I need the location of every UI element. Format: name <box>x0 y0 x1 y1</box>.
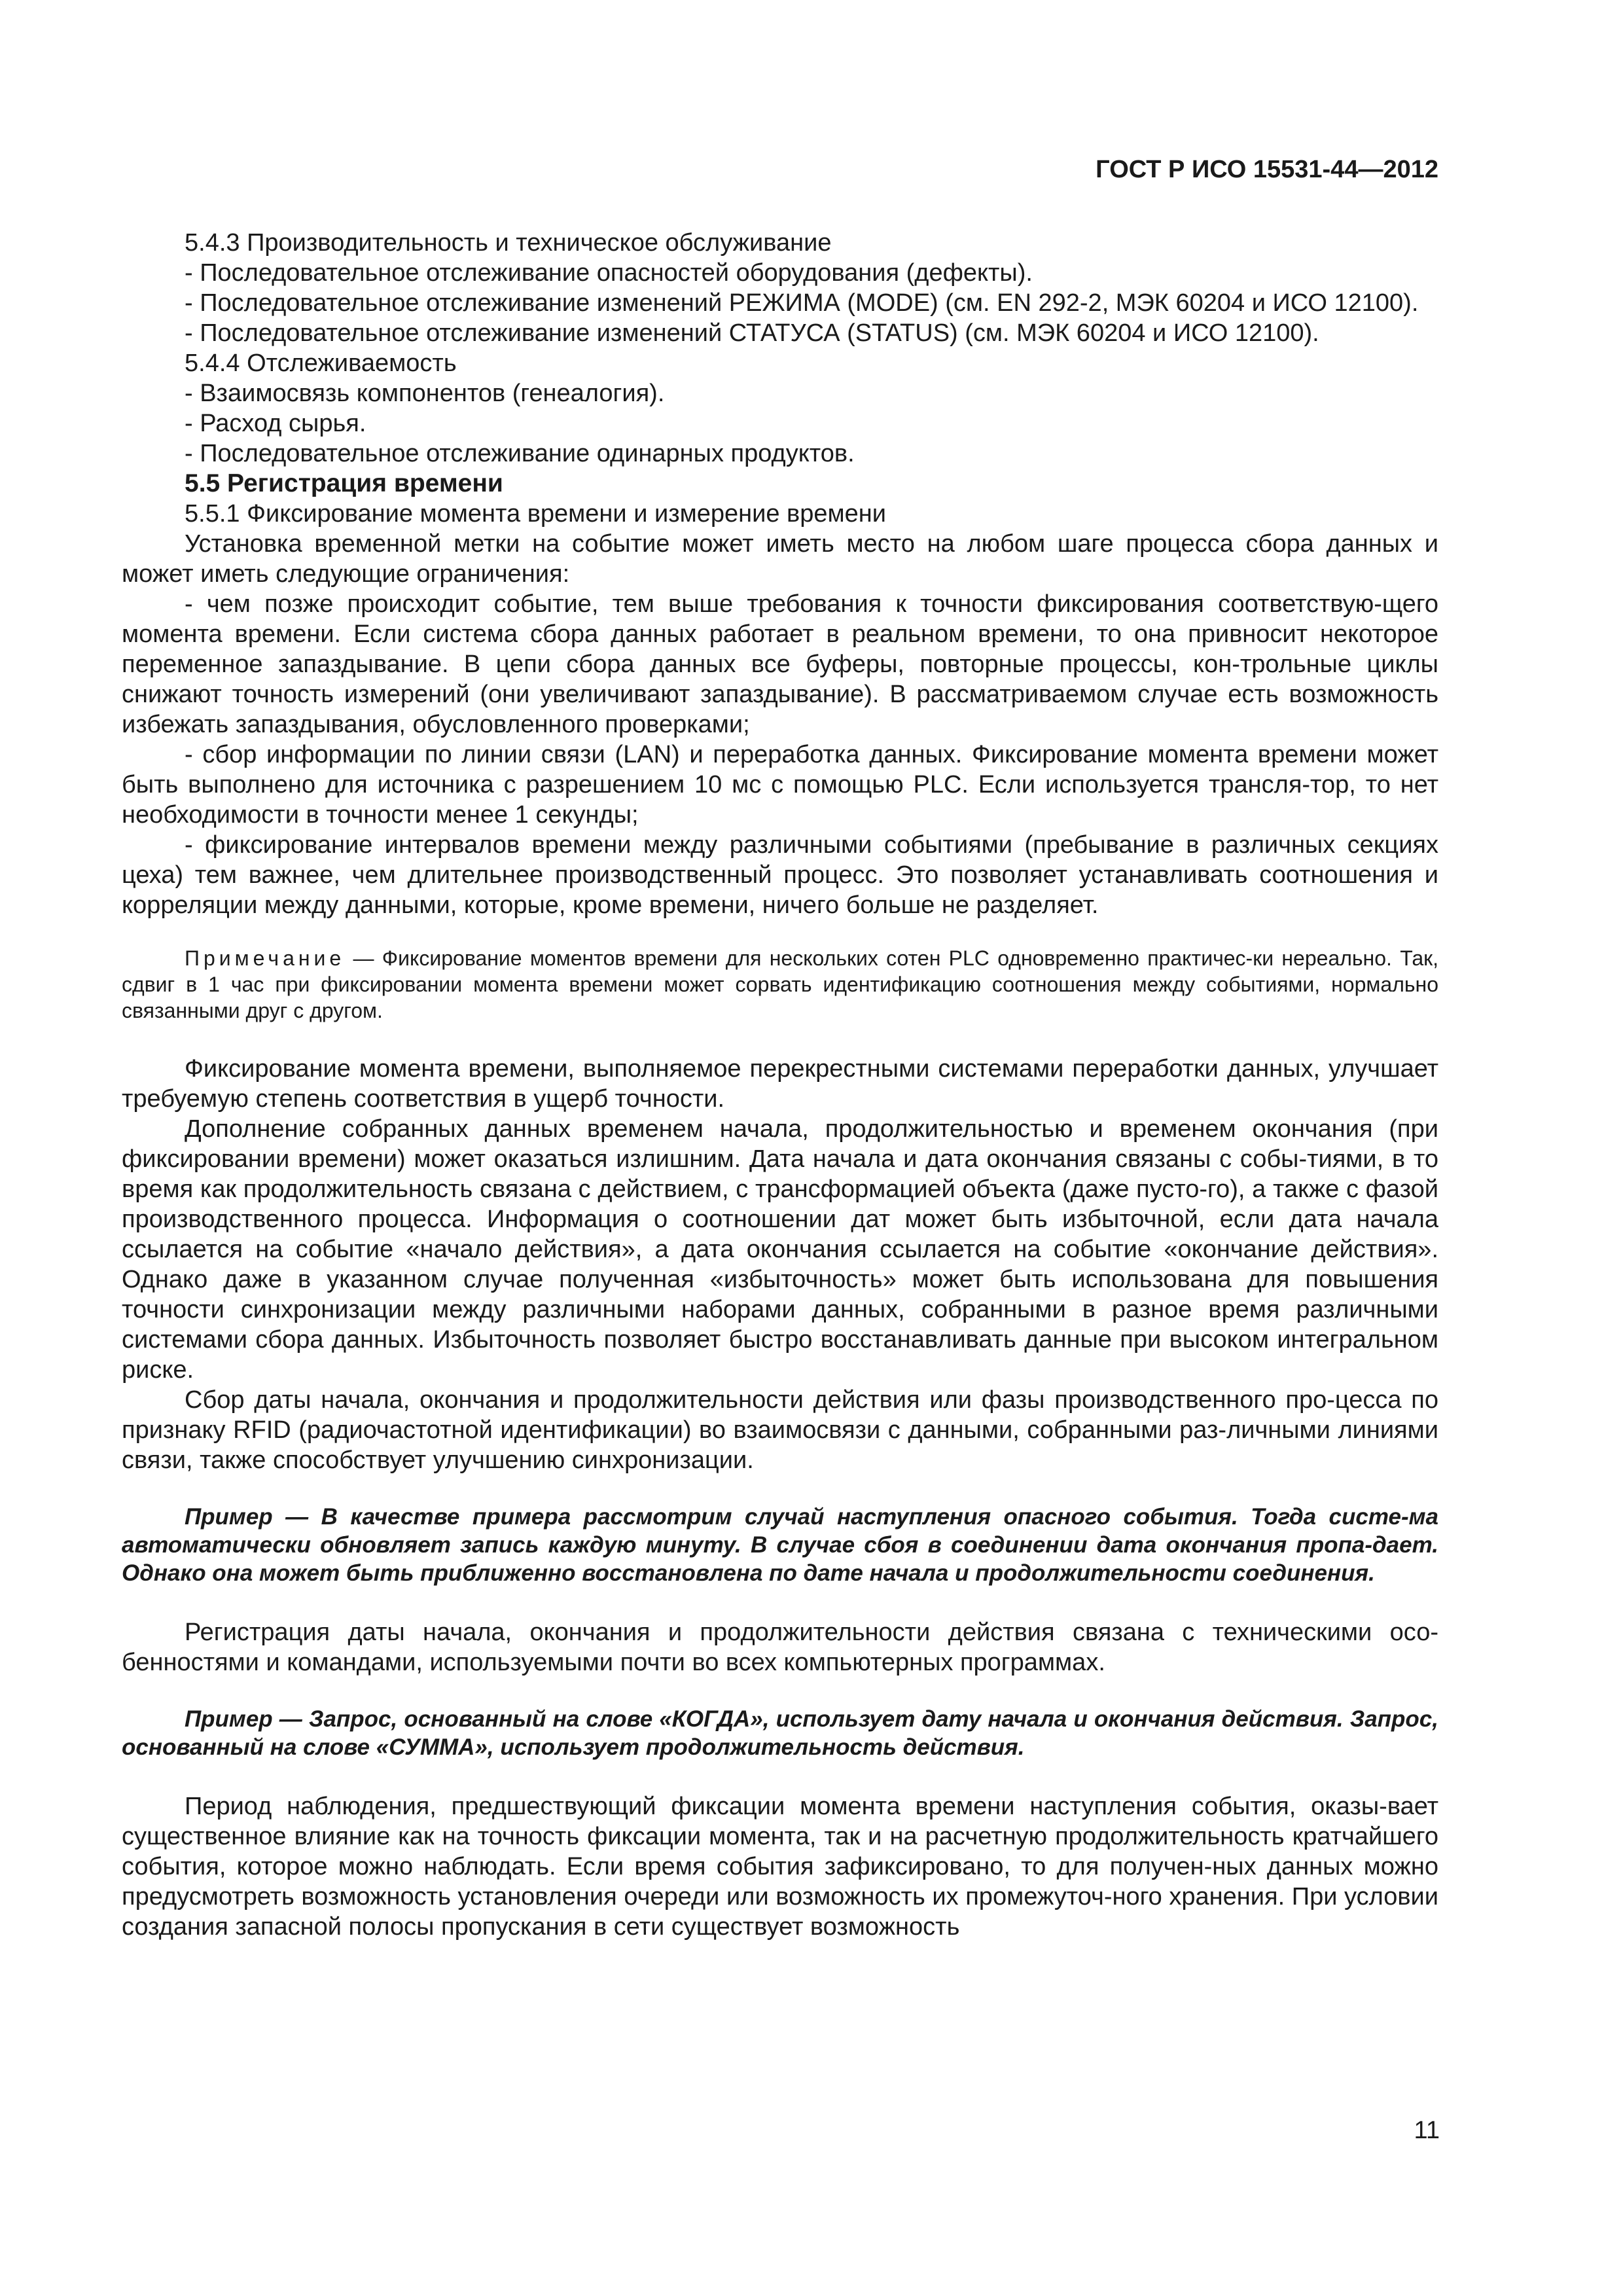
list-item: - Расход сырья. <box>185 410 366 437</box>
bullet-item: - чем позже происходит событие, тем выше требования к точности фиксирования соответствую-щего момента времени. Если система сбора данных работает в реальном времени, то она привносит некоторое переменное запаздывание. В цепи сбора данных все буферы, повторные процессы, кон-трольные циклы снижают точность измерений (они увеличивают запаздывание). В рассматриваемом случае есть возможность избежать запаздывания, обусловленного проверками; <box>122 590 1438 738</box>
list-item: - Последовательное отслеживание изменений СТАТУСА (STATUS) (см. МЭК 60204 и ИСО 12100). <box>185 319 1319 347</box>
note-text: — Фиксирование моментов времени для нескольких сотен PLC одновременно практичес-ки нереально. Так, сдвиг в 1 час при фиксировании момента времени может сорвать идентификацию соотношения между событиями, нормально связанными друг с другом. <box>122 946 1438 1022</box>
paragraph: Фиксирование момента времени, выполняемое перекрестными системами переработки данных, улучшает требуемую степень соответствия в ущерб точности. <box>122 1055 1438 1113</box>
list-item: - Последовательное отслеживание опасностей оборудования (дефекты). <box>185 259 1033 287</box>
document-page <box>122 154 1438 1942</box>
bullet-item: - сбор информации по линии связи (LAN) и переработка данных. Фиксирование момента времени может быть выполнено для источника с разрешением 10 мс с помощью PLC. Если используется трансля-тор, то нет необходимости в точности менее 1 секунды; <box>122 741 1438 829</box>
example-block: Пример — Запрос, основанный на слове «КОГДА», использует дату начала и окончания действия. Запрос, основанный на слове «СУММА», использует продолжительность действия. <box>122 1706 1438 1760</box>
section-5-5-1-title: 5.5.1 Фиксирование момента времени и измерение времени <box>185 500 886 528</box>
section-5-5-heading: 5.5 Регистрация времени <box>185 469 503 497</box>
paragraph: Сбор даты начала, окончания и продолжительности действия или фазы производственного про-цесса по признаку RFID (радиочастотной идентификации) во взаимосвязи с данными, собранными раз-личными линиями связи, также способствует улучшению синхронизации. <box>122 1386 1438 1474</box>
list-item: - Взаимосвязь компонентов (генеалогия). <box>185 380 665 407</box>
paragraph: Регистрация даты начала, окончания и продолжительности действия связана с техническими осо-бенностями и командами, используемыми почти во всех компьютерных программах. <box>122 1619 1438 1676</box>
section-5-4-4-title: 5.4.4 Отслеживаемость <box>185 350 457 377</box>
standard-header: ГОСТ Р ИСО 15531-44—2012 <box>1096 156 1438 183</box>
section-5-4-3-title: 5.4.3 Производительность и техническое обслуживание <box>185 229 832 257</box>
note <box>122 945 1438 1024</box>
list-item: - Последовательное отслеживание одинарных продуктов. <box>185 440 855 467</box>
paragraph: Период наблюдения, предшествующий фиксации момента времени наступления события, оказы-вает существенное влияние как на точность фиксации момента, так и на расчетную продолжительность кратчайшего события, которое можно наблюдать. Если время события зафиксировано, то для получен-ных данных можно предусмотреть возможность установления очереди или возможность их промежуточ-ного хранения. При условии создания запасной полосы пропускания в сети существует возможность <box>122 1793 1438 1941</box>
example-block: Пример — В качестве примера рассмотрим случай наступления опасного события. Тогда систе-ма автоматически обновляет запись каждую минуту. В случае сбоя в соединении дата окончания пропа-дает. Однако она может быть приближенно восстановлена по дате начала и продолжительности соединения. <box>122 1504 1438 1586</box>
page-number: 11 <box>1414 2117 1440 2144</box>
bullet-item: - фиксирование интервалов времени между различными событиями (пребывание в различных секциях цеха) тем важнее, чем длительнее производственный процесс. Это позволяет устанавливать соотношения и корреляции между данными, которые, кроме времени, ничего больше не разделяет. <box>122 831 1438 919</box>
note-label: Примечание <box>185 946 346 970</box>
list-item: - Последовательное отслеживание изменений РЕЖИМА (MODE) (см. EN 292-2, МЭК 60204 и ИСО 12100). <box>185 289 1419 317</box>
paragraph: Дополнение собранных данных временем начала, продолжительностью и временем окончания (при фиксировании времени) может оказаться излишним. Дата начала и дата окончания связаны с собы-тиями, в то время как продолжительность связана с действием, с трансформацией объекта (даже пусто-го), а также с фазой производственного процесса. Информация о соотношении дат может быть избыточной, если дата начала ссылается на событие «начало действия», а дата окончания ссылается на событие «окончание действия». Однако даже в указанном случае полученная «избыточность» может быть использована для повышения точности синхронизации между различными наборами данных, собранными в разное время различными системами сбора данных. Избыточность позволяет быстро восстанавливать данные при высоком интегральном риске. <box>122 1115 1438 1384</box>
paragraph: Установка временной метки на событие может иметь место на любом шаге процесса сбора данных и может иметь следующие ограничения: <box>122 530 1438 588</box>
